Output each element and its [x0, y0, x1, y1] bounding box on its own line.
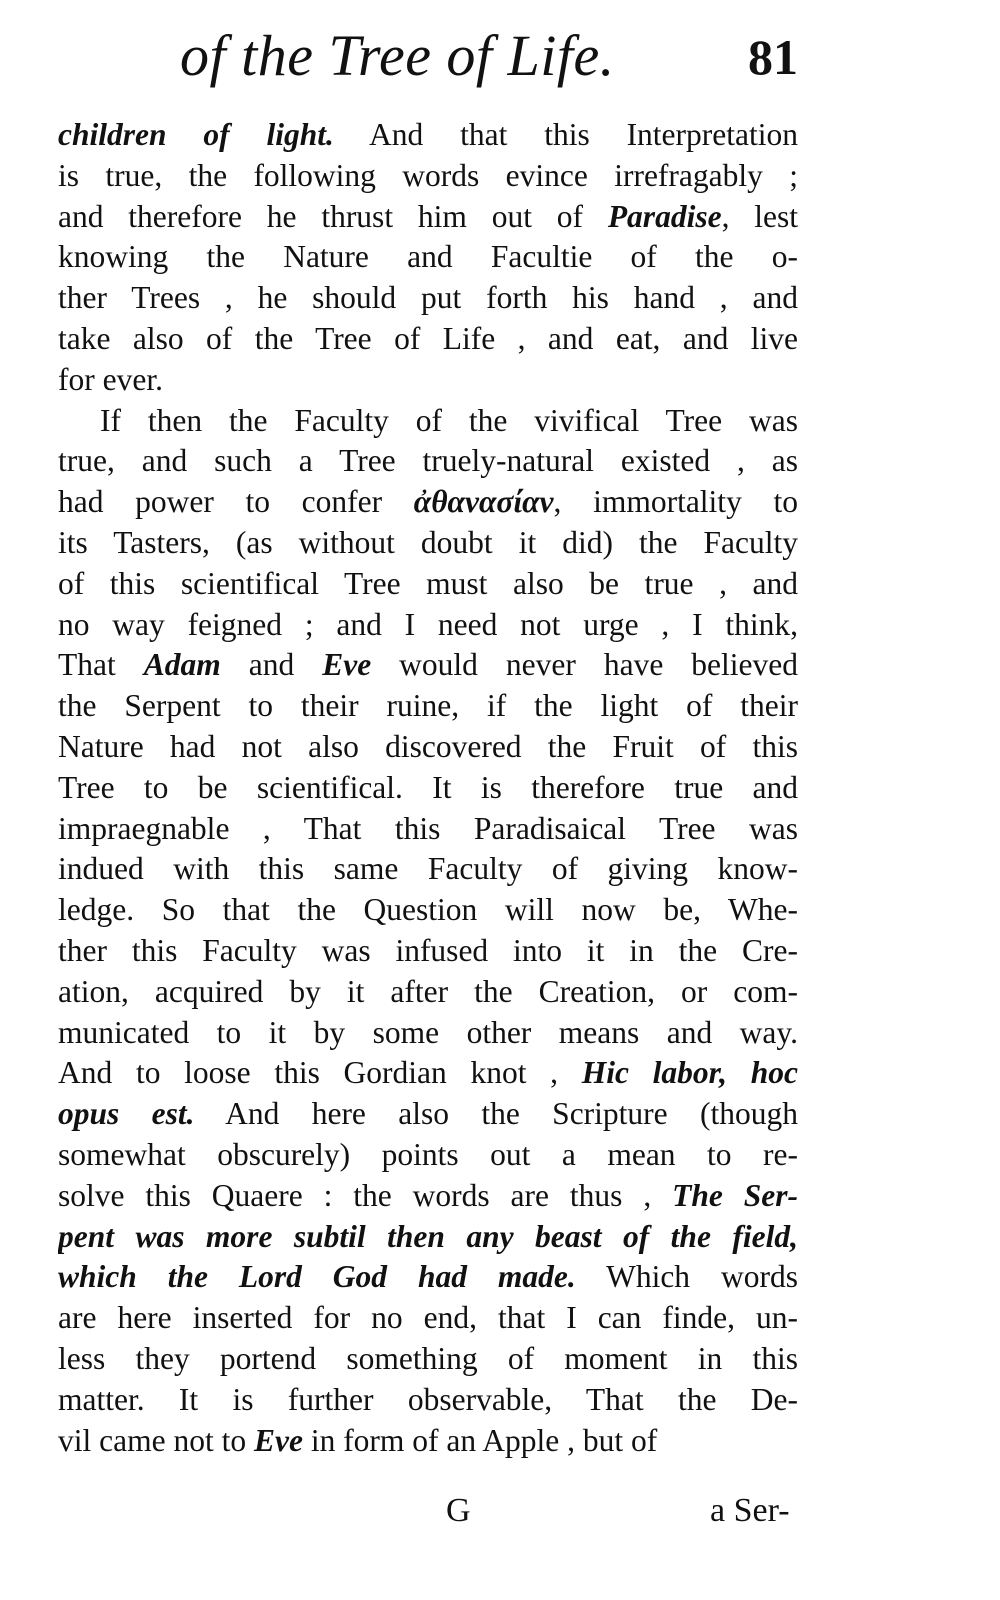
text-segment: matter. It is further observable, That the De-: [58, 1381, 798, 1417]
text-line: [58, 849, 798, 890]
text-line: [58, 441, 798, 482]
text-line: [58, 890, 798, 931]
text-segment: municated to it by some other means and way.: [58, 1014, 798, 1050]
text-line: [58, 360, 798, 401]
text-segment: its Tasters, (as without doubt it did) the Faculty: [58, 524, 798, 560]
text-segment: , lest: [721, 198, 798, 234]
text-line: [58, 727, 798, 768]
text-segment: ther this Faculty was infused into it in the Cre-: [58, 932, 798, 968]
text-line: [58, 809, 798, 850]
text-line: [58, 605, 798, 646]
text-line: [58, 278, 798, 319]
text-line: [58, 1298, 798, 1339]
text-line: [58, 645, 798, 686]
italic-text: Adam: [143, 647, 221, 683]
text-segment: less they portend something of moment in this: [58, 1340, 798, 1376]
text-line: [58, 1339, 798, 1380]
text-segment: of this scientifical Tree must also be true , and: [58, 565, 798, 601]
text-segment: indued with this same Faculty of giving know-: [58, 851, 798, 887]
running-title: of the Tree of Life.: [180, 23, 615, 88]
italic-text: The Ser-: [672, 1177, 798, 1213]
page-number: 81: [748, 29, 798, 85]
text-line: [58, 1380, 798, 1421]
text-line: [58, 1217, 798, 1258]
italic-text: Hic labor, hoc: [581, 1055, 798, 1091]
text-line: [58, 156, 798, 197]
text-line: [58, 1053, 798, 1094]
text-line: [58, 1176, 798, 1217]
text-segment: true, and such a Tree truely-natural existed , as: [58, 443, 798, 479]
text-segment: ther Trees , he should put forth his hand , and: [58, 280, 798, 316]
text-segment: in form of an Apple , but of: [302, 1422, 658, 1458]
text-segment: is true, the following words evince irrefragably ;: [58, 157, 798, 193]
text-segment: for ever.: [58, 361, 163, 397]
text-line: [58, 972, 798, 1013]
text-segment: somewhat obscurely) points out a mean to re-: [58, 1136, 798, 1172]
text-segment: Tree to be scientifical. It is therefore true and: [58, 769, 798, 805]
text-segment: would never have believed: [371, 647, 798, 683]
text-segment: solve this Quaere : the words are thus ,: [58, 1177, 673, 1213]
text-segment: take also of the Tree of Life , and eat, and live: [58, 320, 798, 356]
text-line: [58, 237, 798, 278]
italic-text: Paradise: [607, 198, 722, 234]
text-line: [58, 768, 798, 809]
text-segment: And to loose this Gordian knot ,: [58, 1055, 582, 1091]
text-segment: and therefore he thrust him out of: [58, 198, 608, 234]
text-line: [58, 686, 798, 727]
text-line: [58, 319, 798, 360]
text-segment: had power to confer: [58, 484, 414, 520]
italic-text: Eve: [322, 647, 372, 683]
page-footer: [0, 1492, 1000, 1542]
text-segment: And here also the Scripture (though: [194, 1096, 798, 1132]
text-segment: That: [58, 647, 144, 683]
text-line: [58, 115, 798, 156]
italic-text: children of light.: [58, 117, 334, 152]
text-segment: ledge. So that the Question will now be, Whe-: [58, 892, 798, 928]
text-segment: vil came not to: [58, 1422, 254, 1458]
italic-text: pent was more subtil then any beast of the field,: [58, 1218, 798, 1254]
text-line: [58, 482, 798, 523]
text-segment: , immortality to: [553, 484, 798, 520]
italic-text: ἀθανασίαν: [413, 484, 554, 520]
italic-text: which the Lord God had made.: [58, 1259, 576, 1295]
text-segment: ation, acquired by it after the Creation, or com-: [58, 973, 798, 1009]
text-line: [58, 1257, 798, 1298]
text-segment: the Serpent to their ruine, if the light of their: [58, 688, 798, 724]
text-segment: no way feigned ; and I need not urge , I think,: [58, 606, 798, 642]
text-line: [58, 931, 798, 972]
text-segment: impraegnable , That this Paradisaical Tree was: [58, 810, 798, 846]
catchword: a Ser-: [710, 1492, 790, 1529]
text-segment: Nature had not also discovered the Fruit of this: [58, 728, 798, 764]
text-line: [58, 1094, 798, 1135]
text-line: [58, 1013, 798, 1054]
text-line: [58, 523, 798, 564]
text-line: [58, 401, 798, 442]
page-header: [0, 22, 1000, 112]
text-segment: Which words: [575, 1259, 798, 1295]
signature-mark: G: [446, 1492, 471, 1529]
text-segment: are here inserted for no end, that I can finde, un-: [58, 1300, 798, 1336]
text-line: [58, 1421, 798, 1462]
text-segment: If then the Faculty of the vivifical Tree was: [100, 402, 798, 438]
italic-text: Eve: [253, 1422, 303, 1458]
text-line: [58, 564, 798, 605]
text-segment: And that this Interpretation: [333, 117, 798, 152]
text-segment: knowing the Nature and Facultie of the o-: [58, 239, 798, 275]
text-line: [58, 1135, 798, 1176]
text-line: [58, 197, 798, 238]
body-text: [58, 115, 798, 1461]
text-segment: and: [220, 647, 323, 683]
italic-text: opus est.: [58, 1096, 195, 1132]
